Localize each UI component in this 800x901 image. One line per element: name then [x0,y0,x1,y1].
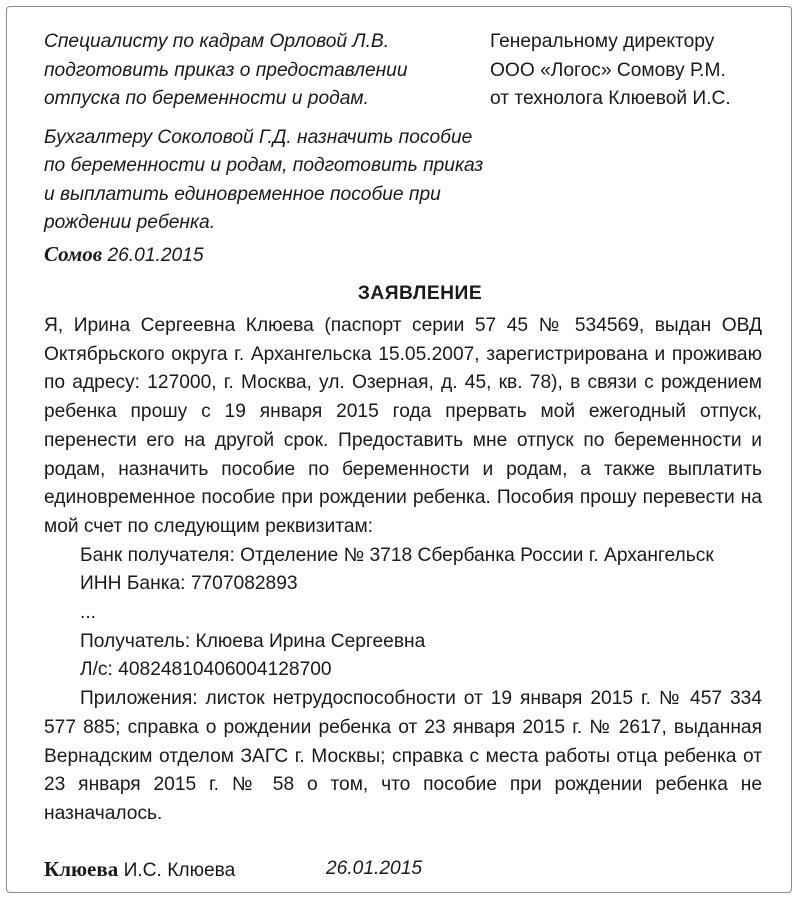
addressee-block [490,28,790,114]
bank-line: Банк получателя: Отделение № 3718 Сбербанка России г. Архангельск [80,544,714,566]
applicant-name: И.С. Клюева [123,860,236,881]
application-body [44,312,762,829]
attachments-paragraph: Приложения: листок нетрудоспособности от 19 января 2015 г. № 457 334 577 885; справка о рождении ребенка от 23 января 2015 г. № 2617, выданная Вернадским отделом ЗАГС г. Москвы; справка с места работы отца ребенка от 23 января 2015 г. № 58 о том, что пособие при рождении ребенка не назначалось. [44,688,762,824]
applicant-signature: Клюева [44,857,119,881]
recipient-line: Получатель: Клюева Ирина Сергеевна [80,630,426,652]
applicant-date: 26.01.2015 [326,858,423,879]
director-resolution [44,28,484,270]
addressee-line-2: ООО «Логос» Сомову Р.М. [490,59,726,81]
resolution-line-1: Специалисту по кадрам Орловой Л.В. подготовить приказ о предоставлении отпуска по беременности и родам. [44,31,408,109]
resolution-date: 26.01.2015 [107,244,204,266]
resolution-line-2: Бухгалтеру Соколовой Г.Д. назначить пособие по беременности и родам, подготовить приказ и выплатить единовременное пособие при рождении ребенка. [44,126,484,233]
resolution-signature: Сомов [44,241,103,266]
addressee-line-3: от технолога Клюевой И.С. [490,88,731,109]
account-line: Л/с: 40824810406004128700 [80,659,332,681]
inn-line: ИНН Банка: 7707082893 [80,573,298,595]
resolution-signature-row [44,240,484,271]
ellipsis-line: ... [80,602,96,624]
applicant-signature-block [44,857,236,881]
addressee-line-1: Генеральному директору [490,31,715,52]
main-paragraph: Я, Ирина Сергеевна Клюева (паспорт серии 57 45 № 534569, выдан ОВД Октябрьского округа г. Архангельска 15.05.2007, зарегистрирована и проживаю по адресу: 127000, г. Москва, ул. Озерная, д. 45, кв. 78), в связи с рождением ребенка прошу с 19 января 2015 года прервать мой ежегодный отпуск, перенести его на другой срок. Предоставить мне отпуск по беременности и родам, назначить пособие по беременности и родам, а также выплатить единовременное пособие при рождении ребенка. Пособия прошу перевести на мой счет по следующим реквизитам: [44,315,762,537]
applicant-signature-row [44,855,762,885]
document-title: ЗАЯВЛЕНИЕ [357,283,483,304]
